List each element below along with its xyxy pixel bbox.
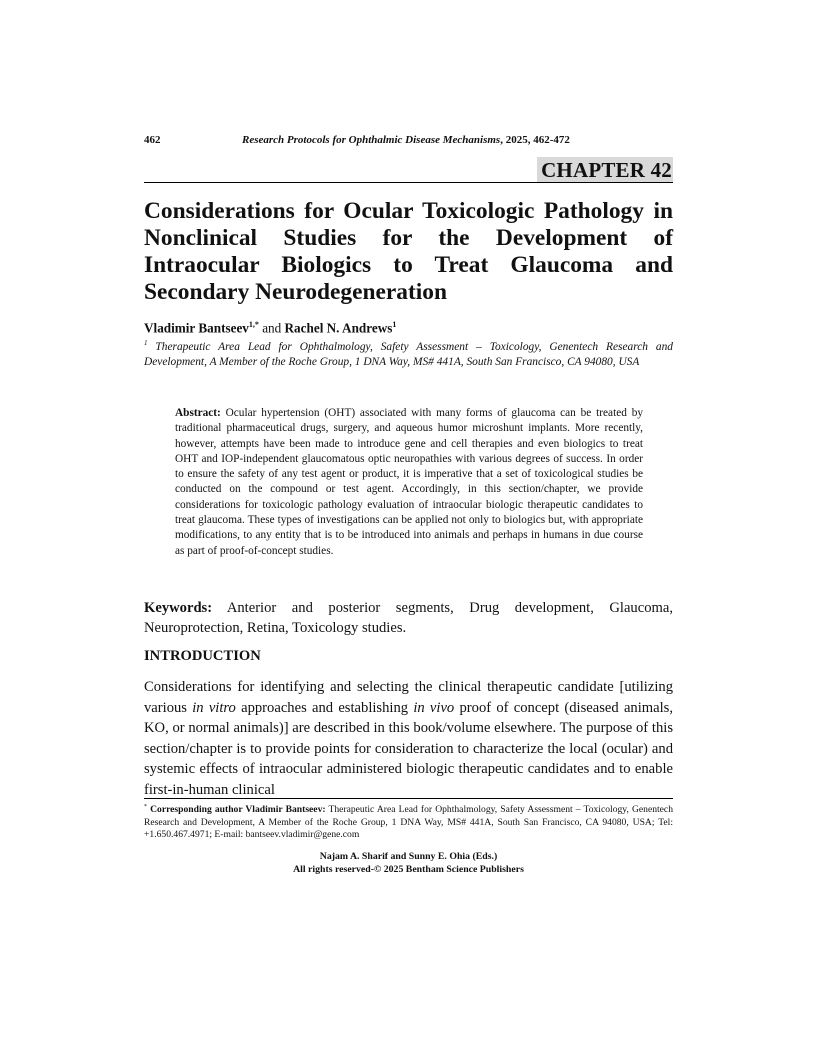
chapter-label: CHAPTER 42 [537, 157, 673, 183]
footnote [144, 801, 673, 842]
author-conjunction: and [258, 320, 285, 336]
introduction-paragraph [144, 677, 673, 800]
intro-italic-1: in vitro [192, 699, 236, 716]
intro-text-3: proof of concept (diseased animals, KO, or normal animals)] are described in this book/volume elsewhere. The purpose of this section/chapter is to provide points for consideration to characterize the local (ocular) and systemic effects of intraocular administered biologic therapeutic candidates and to enable first-in-human clinical [144, 699, 673, 798]
author-1-affiliation-mark: 1,* [248, 320, 259, 329]
author-2: Rachel N. Andrews [284, 320, 393, 336]
editors-line: Najam A. Sharif and Sunny E. Ohia (Eds.) [319, 851, 498, 862]
journal-title: Research Protocols for Ophthalmic Disease Mechanisms [242, 134, 501, 146]
chapter-title: Considerations for Ocular Toxicologic Pathology in Nonclinical Studies for the Development of Intraocular Biologics to Treat Glaucoma and Secondary Neurodegeneration [144, 198, 673, 305]
affiliation-mark: 1 [144, 339, 148, 347]
affiliation [144, 336, 673, 371]
journal-citation [242, 134, 570, 146]
keywords-label: Keywords: [144, 600, 213, 616]
header-rule [144, 182, 673, 183]
publisher-credit [144, 851, 673, 876]
keywords [144, 598, 673, 638]
footnote-mark: * [144, 804, 147, 810]
footnote-label: Corresponding author Vladimir Bantseev: [147, 804, 326, 816]
section-heading-introduction: INTRODUCTION [144, 648, 261, 664]
footnote-text: Therapeutic Area Lead for Ophthalmology, Safety Assessment – Toxicology, Genentech Research and Development, A Member of the Roche Group, 1 DNA Way, MS# 441A, South San Francisco, CA 94080, USA; Tel: +1.650.467.4971; E-mail: bantseev.vladimir@gene.com [144, 804, 673, 841]
intro-text-2: approaches and establishing [235, 699, 414, 716]
journal-year-pages: , 2025, 462-472 [500, 134, 570, 146]
abstract-label: Abstract: [175, 407, 221, 419]
page-number: 462 [144, 134, 161, 146]
intro-italic-2: in vivo [413, 699, 455, 716]
intro-text-1: Considerations for identifying and selecting the clinical therapeutic candidate [utilizing various [144, 679, 673, 716]
keywords-text: Anterior and posterior segments, Drug development, Glaucoma, Neuroprotection, Retina, Toxicology studies. [144, 600, 673, 636]
footnote-rule [144, 798, 673, 799]
rights-line: All rights reserved-© 2025 Bentham Science Publishers [293, 863, 524, 875]
abstract-text: Ocular hypertension (OHT) associated with many forms of glaucoma can be treated by traditional pharmaceutical drugs, surgery, and aqueous humor microshunt implants. More recently, however, attempts have been made to introduce gene and cell therapies and even biologics to treat OHT and IOP-independent glaucomatous optic neuropathies with various degrees of success. In order to ensure the safety of any test agent or product, it is imperative that a set of toxicological studies be conducted on the compound or test agent. Accordingly, in this section/chapter, we provide considerations for toxicologic pathology evaluation of intraocular biologic therapeutic candidates to treat glaucoma. These types of investigations can be applied not only to biologics but, with appropriate modifications, to any entity that is to be introduced into animals and perhaps in humans in due course as part of proof-of-concept studies. [175, 407, 643, 557]
author-1: Vladimir Bantseev [144, 320, 249, 336]
author-line [144, 316, 396, 337]
abstract [175, 406, 643, 559]
affiliation-text: Therapeutic Area Lead for Ophthalmology, Safety Assessment – Toxicology, Genentech Research and Development, A Member of the Roche Group, 1 DNA Way, MS# 441A, South San Francisco, CA 94080, USA [144, 340, 673, 369]
author-2-affiliation-mark: 1 [392, 320, 397, 329]
